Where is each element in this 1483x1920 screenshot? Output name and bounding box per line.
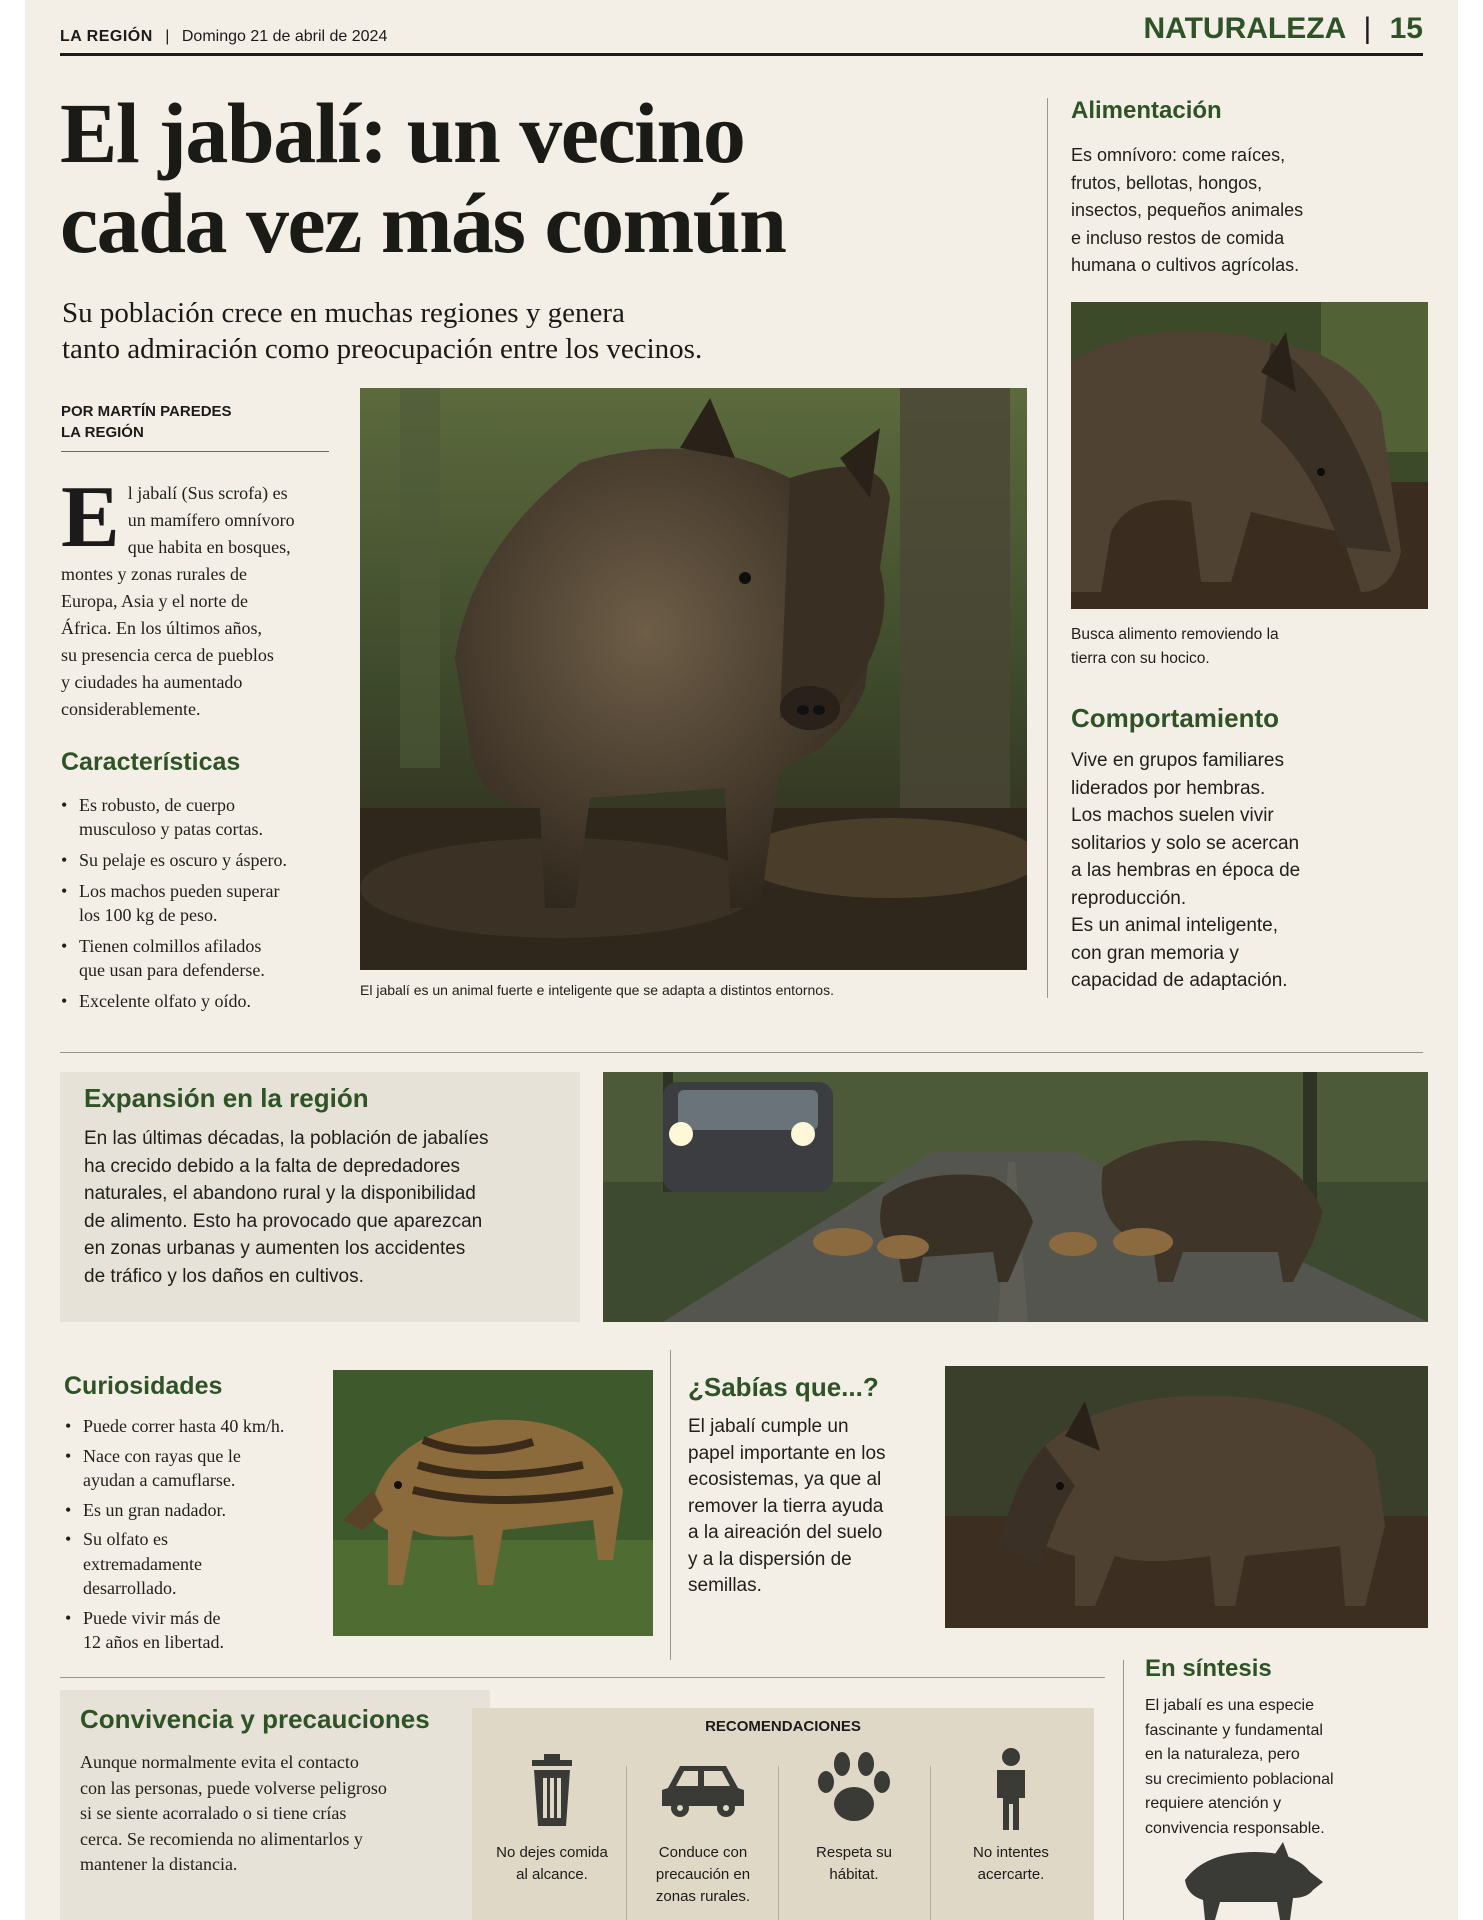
text-line: cerca. Se recomienda no alimentarlos y (80, 1828, 363, 1849)
text-line: su crecimiento poblacional (1145, 1770, 1334, 1788)
paw-print-icon (779, 1750, 929, 1832)
byline (61, 403, 232, 441)
section-header (1144, 12, 1424, 46)
sintesis-text (1145, 1694, 1334, 1841)
alimentacion-heading: Alimentación (1071, 97, 1222, 124)
main-photo-caption: El jabalí es un animal fuerte e inteligente que se adapta a distintos entornos. (360, 982, 834, 998)
text-line: capacidad de adaptación. (1071, 970, 1288, 991)
lead-line: un mamífero omnívoro (127, 510, 295, 530)
section-separator: | (1363, 12, 1372, 45)
text-line: Los machos suelen vivir (1071, 805, 1274, 826)
expansion-text (84, 1125, 489, 1290)
text-line: a las hembras en época de (1071, 860, 1301, 881)
text-line: Es un animal inteligente, (1071, 915, 1279, 936)
recomendacion-item (779, 1708, 929, 1886)
subtitle-line: Su población crece en muchas regiones y genera (62, 297, 625, 329)
expansion-heading: Expansión en la región (84, 1083, 369, 1113)
recomendacion-item (477, 1708, 627, 1886)
sabias-heading: ¿Sabías que...? (688, 1372, 879, 1402)
person-icon (936, 1748, 1086, 1832)
divider (930, 1766, 931, 1920)
recomendaciones-panel (472, 1708, 1094, 1920)
issue-date: Domingo 21 de abril de 2024 (181, 28, 388, 45)
title-line: cada vez más común (60, 175, 786, 271)
text-line: liderados por hembras. (1071, 777, 1266, 799)
lead-line: considerablemente. (61, 699, 201, 719)
alimentacion-text (1071, 142, 1303, 280)
lead-line: y ciudades ha aumentado (61, 672, 243, 692)
text-line: Vive en grupos familiares (1071, 750, 1284, 771)
convivencia-text (80, 1750, 387, 1878)
list-item: • Tienen colmillos afilados que usan para defenderse. (61, 934, 351, 982)
text-line: fascinante y fundamental (1145, 1721, 1323, 1739)
recomendacion-text: Respeta su hábitat. (816, 1844, 892, 1883)
masthead (60, 28, 387, 46)
text-line: ecosistemas, ya que al (688, 1469, 882, 1490)
text-line: en la naturaleza, pero (1145, 1746, 1300, 1763)
list-item: • Puede correr hasta 40 km/h. (65, 1414, 305, 1439)
column-rule (670, 1350, 671, 1660)
trash-can-icon (477, 1754, 627, 1832)
masthead-separator: | (165, 28, 170, 45)
newspaper-page (25, 0, 1458, 1920)
text-line: papel importante en los (688, 1442, 886, 1464)
text-line: e incluso restos de comida (1071, 227, 1285, 248)
list-item: • Su olfato es extremadamente desarrollado. (65, 1527, 305, 1601)
list-item: • Excelente olfato y oído. (61, 989, 351, 1013)
text-line: remover la tierra ayuda (688, 1495, 884, 1517)
list-item: • Es robusto, de cuerpo musculoso y patas cortas. (61, 793, 351, 841)
text-line: reproducción. (1071, 887, 1187, 909)
page-number: 15 (1389, 12, 1423, 45)
foraging-boar-photo (1071, 302, 1428, 609)
lead-line: que habita en bosques, (127, 537, 291, 557)
list-item: • Su pelaje es oscuro y áspero. (61, 848, 351, 872)
section-rule (60, 1052, 1423, 1053)
title-line: El jabalí: un vecino (60, 85, 745, 181)
text-line: solitarios y solo se acercan (1071, 832, 1300, 854)
text-line: El jabalí es una especie (1145, 1697, 1314, 1714)
rooting-boar-photo (945, 1366, 1428, 1628)
text-line: ha crecido debido a la falta de depredadores (84, 1155, 461, 1177)
caracteristicas-heading: Características (61, 748, 241, 776)
recomendacion-text: No dejes comida al alcance. (496, 1844, 608, 1883)
lead-line: África. En los últimos años, (61, 618, 262, 638)
caption-line: tierra con su hocico. (1071, 650, 1210, 667)
column-rule (1047, 98, 1048, 998)
foraging-photo-caption (1071, 623, 1279, 671)
drop-cap: E (61, 469, 120, 566)
curiosidades-heading: Curiosidades (64, 1372, 223, 1400)
text-line: En las últimas décadas, la población de jabalíes (84, 1128, 489, 1149)
text-line: naturales, el abandono rural y la disponibilidad (84, 1183, 476, 1204)
text-line: Es omnívoro: come raíces, (1071, 145, 1286, 165)
lead-paragraph (61, 469, 333, 723)
author-outlet: LA REGIÓN (61, 424, 144, 441)
text-line: convivencia responsable. (1145, 1819, 1325, 1837)
list-item: • Nace con rayas que le ayudan a camuflarse. (65, 1444, 305, 1493)
text-line: de alimento. Esto ha provocado que aparezcan (84, 1210, 483, 1232)
lead-line: l jabalí (Sus scrofa) es (127, 483, 288, 503)
piglet-photo (333, 1370, 653, 1636)
section-name: NATURALEZA (1143, 12, 1346, 45)
curiosidades-list (65, 1414, 305, 1660)
lead-line: montes y zonas rurales de (61, 564, 247, 584)
sabias-text (688, 1414, 886, 1600)
lead-line: su presencia cerca de pueblos (61, 645, 274, 665)
header-rule (60, 53, 1423, 56)
divider (626, 1766, 627, 1920)
text-line: mantener la distancia. (80, 1854, 238, 1874)
convivencia-heading: Convivencia y precauciones (80, 1704, 430, 1734)
text-line: con gran memoria y (1071, 942, 1239, 964)
text-line: de tráfico y los daños en cultivos. (84, 1265, 364, 1287)
list-item: • Los machos pueden superar los 100 kg de peso. (61, 879, 351, 927)
text-line: con las personas, puede volverse peligroso (80, 1777, 387, 1798)
column-rule (1123, 1660, 1124, 1920)
recomendacion-item (628, 1708, 778, 1908)
comportamiento-heading: Comportamiento (1071, 703, 1279, 733)
text-line: Aunque normalmente evita el contacto (80, 1752, 359, 1772)
text-line: si se siente acorralado o si tiene crías (80, 1803, 347, 1823)
recomendaciones-heading: RECOMENDACIONES (705, 1718, 861, 1735)
section-rule (60, 1677, 1105, 1678)
subtitle-line: tanto admiración como preocupación entre los vecinos. (62, 333, 703, 365)
text-line: insectos, pequeños animales (1071, 200, 1304, 220)
main-boar-photo (360, 388, 1027, 970)
recomendacion-item (936, 1708, 1086, 1886)
recomendacion-text: Conduce con precaución en zonas rurales. (655, 1844, 751, 1905)
text-line: humana o cultivos agrícolas. (1071, 255, 1300, 275)
lead-line: Europa, Asia y el norte de (61, 591, 248, 611)
road-crossing-photo (603, 1072, 1428, 1322)
text-line: El jabalí cumple un (688, 1416, 849, 1437)
sintesis-heading: En síntesis (1145, 1655, 1272, 1682)
caption-line: Busca alimento removiendo la (1071, 626, 1279, 643)
subtitle (62, 295, 702, 367)
text-line: semillas. (688, 1575, 762, 1596)
comportamiento-text (1071, 747, 1300, 995)
text-line: a la aireación del suelo (688, 1522, 883, 1543)
page-title (60, 85, 786, 271)
car-icon (628, 1758, 778, 1832)
list-item: • Es un gran nadador. (65, 1498, 305, 1523)
list-item: • Puede vivir más de 12 años en libertad. (65, 1606, 305, 1655)
byline-rule (61, 451, 329, 452)
publication-name: LA REGIÓN (60, 28, 153, 45)
text-line: en zonas urbanas y aumenten los accidentes (84, 1238, 466, 1259)
boar-silhouette-icon (1175, 1840, 1325, 1920)
text-line: requiere atención y (1145, 1795, 1282, 1812)
caracteristicas-list (61, 793, 351, 1020)
text-line: y a la dispersión de (688, 1548, 852, 1570)
recomendacion-text: No intentes acercarte. (973, 1844, 1049, 1883)
text-line: frutos, bellotas, hongos, (1071, 172, 1263, 193)
author-name: POR MARTÍN PAREDES (61, 403, 232, 420)
